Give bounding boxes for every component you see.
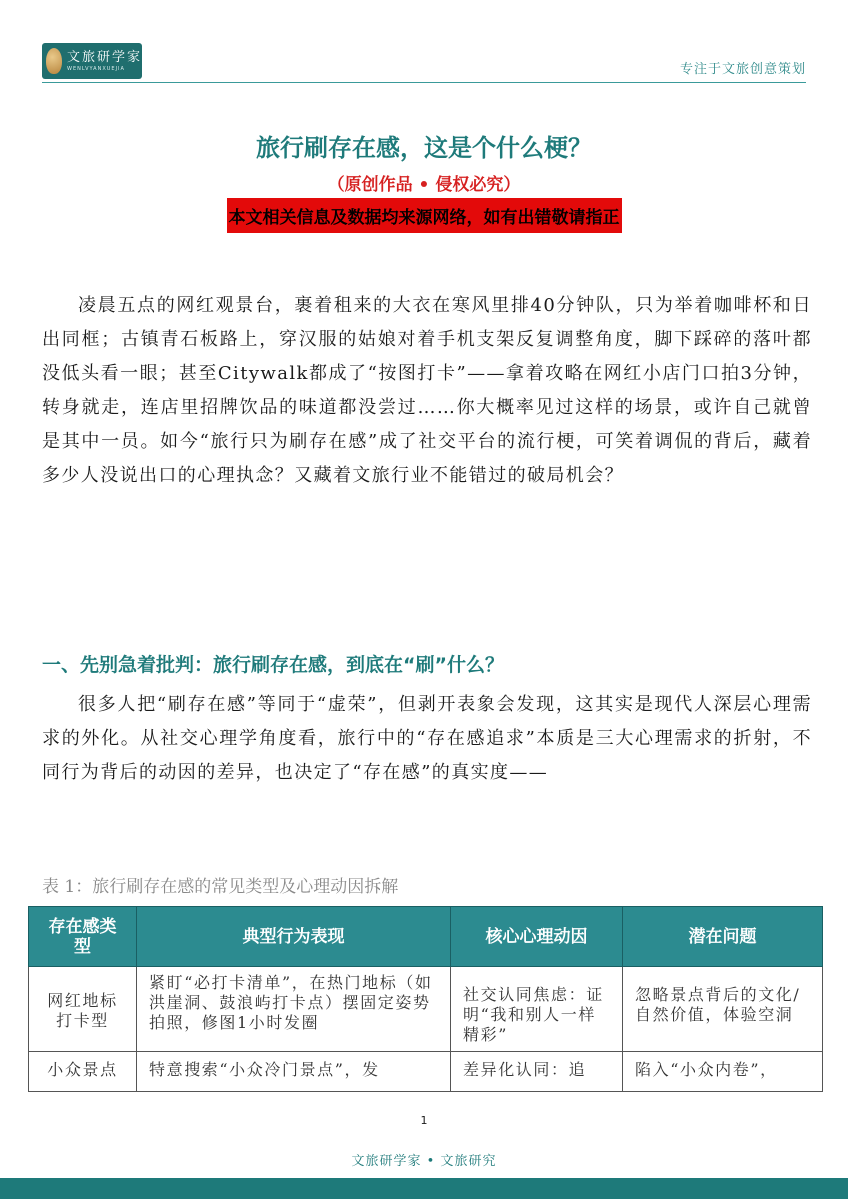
- source-notice: 本文相关信息及数据均来源网络，如有出错敬请指正: [227, 198, 622, 233]
- table-cell: 社交认同焦虑：证明“我和别人一样精彩”: [451, 967, 623, 1052]
- copyright-subtitle: （原创作品 • 侵权必究）: [327, 175, 521, 195]
- brand-logo: [42, 43, 142, 79]
- column-header: 潜在问题: [623, 907, 823, 967]
- table-cell: 小众景点: [29, 1052, 137, 1092]
- table-row: [29, 967, 823, 1052]
- column-header: 存在感类型: [29, 907, 137, 967]
- logo-pinyin: WENLVYANXUEJIA: [67, 65, 125, 72]
- table-header-row: [29, 907, 823, 967]
- footer-bar: [0, 1178, 848, 1199]
- table-caption: 表 1：旅行刷存在感的常见类型及心理动因拆解: [42, 877, 399, 897]
- table-cell: 紧盯“必打卡清单”，在热门地标（如洪崖洞、鼓浪屿打卡点）摆固定姿势拍照，修图1小时发圈: [137, 967, 451, 1052]
- page-title: 旅行刷存在感，这是个什么梗？: [256, 134, 592, 162]
- table-cell: 差异化认同：追: [451, 1052, 623, 1092]
- leaf-icon: [46, 48, 62, 74]
- section-paragraph: 很多人把“刷存在感”等同于“虚荣”，但剥开表象会发现，这其实是现代人深层心理需求的外化。从社交心理学角度看，旅行中的“存在感追求”本质是三大心理需求的折射，不同行为背后的动因的差异，也决定了“存在感”的真实度——: [42, 694, 812, 783]
- table-row: [29, 1052, 823, 1092]
- table-cell: 忽略景点背后的文化/自然价值，体验空洞: [623, 967, 823, 1052]
- footer-label: 文旅研学家 • 文旅研究: [351, 1154, 497, 1169]
- column-header: 典型行为表现: [137, 907, 451, 967]
- table-cell: 陷入“小众内卷”，: [623, 1052, 823, 1092]
- page-header: [0, 0, 848, 84]
- section-heading: 一、先别急着批判：旅行刷存在感，到底在“刷”什么？: [42, 654, 504, 676]
- header-tagline: 专注于文旅创意策划: [679, 62, 806, 77]
- table-cell: 网红地标打卡型: [29, 967, 137, 1052]
- column-header: 核心心理动因: [451, 907, 623, 967]
- intro-paragraph: 凌晨五点的网红观景台，裹着租来的大衣在寒风里排40分钟队，只为举着咖啡杯和日出同框；古镇青石板路上，穿汉服的姑娘对着手机支架反复调整角度，脚下踩碎的落叶都没低头看一眼；甚至Citywalk都成了“按图打卡”——拿着攻略在网红小店门口拍3分钟，转身就走，连店里招牌饮品的味道都没尝过……你大概率见过这样的场景，或许自己就曾是其中一员。如今“旅行只为刷存在感”成了社交平台的流行梗，可笑着调侃的背后，藏着多少人没说出口的心理执念？又藏着文旅行业不能错过的破局机会？: [42, 295, 812, 486]
- header-divider: [42, 82, 806, 83]
- page-number: 1: [420, 1114, 428, 1127]
- table-cell: 特意搜索“小众冷门景点”，发: [137, 1052, 451, 1092]
- logo-name: 文旅研学家: [67, 49, 143, 65]
- types-table: [28, 906, 823, 1092]
